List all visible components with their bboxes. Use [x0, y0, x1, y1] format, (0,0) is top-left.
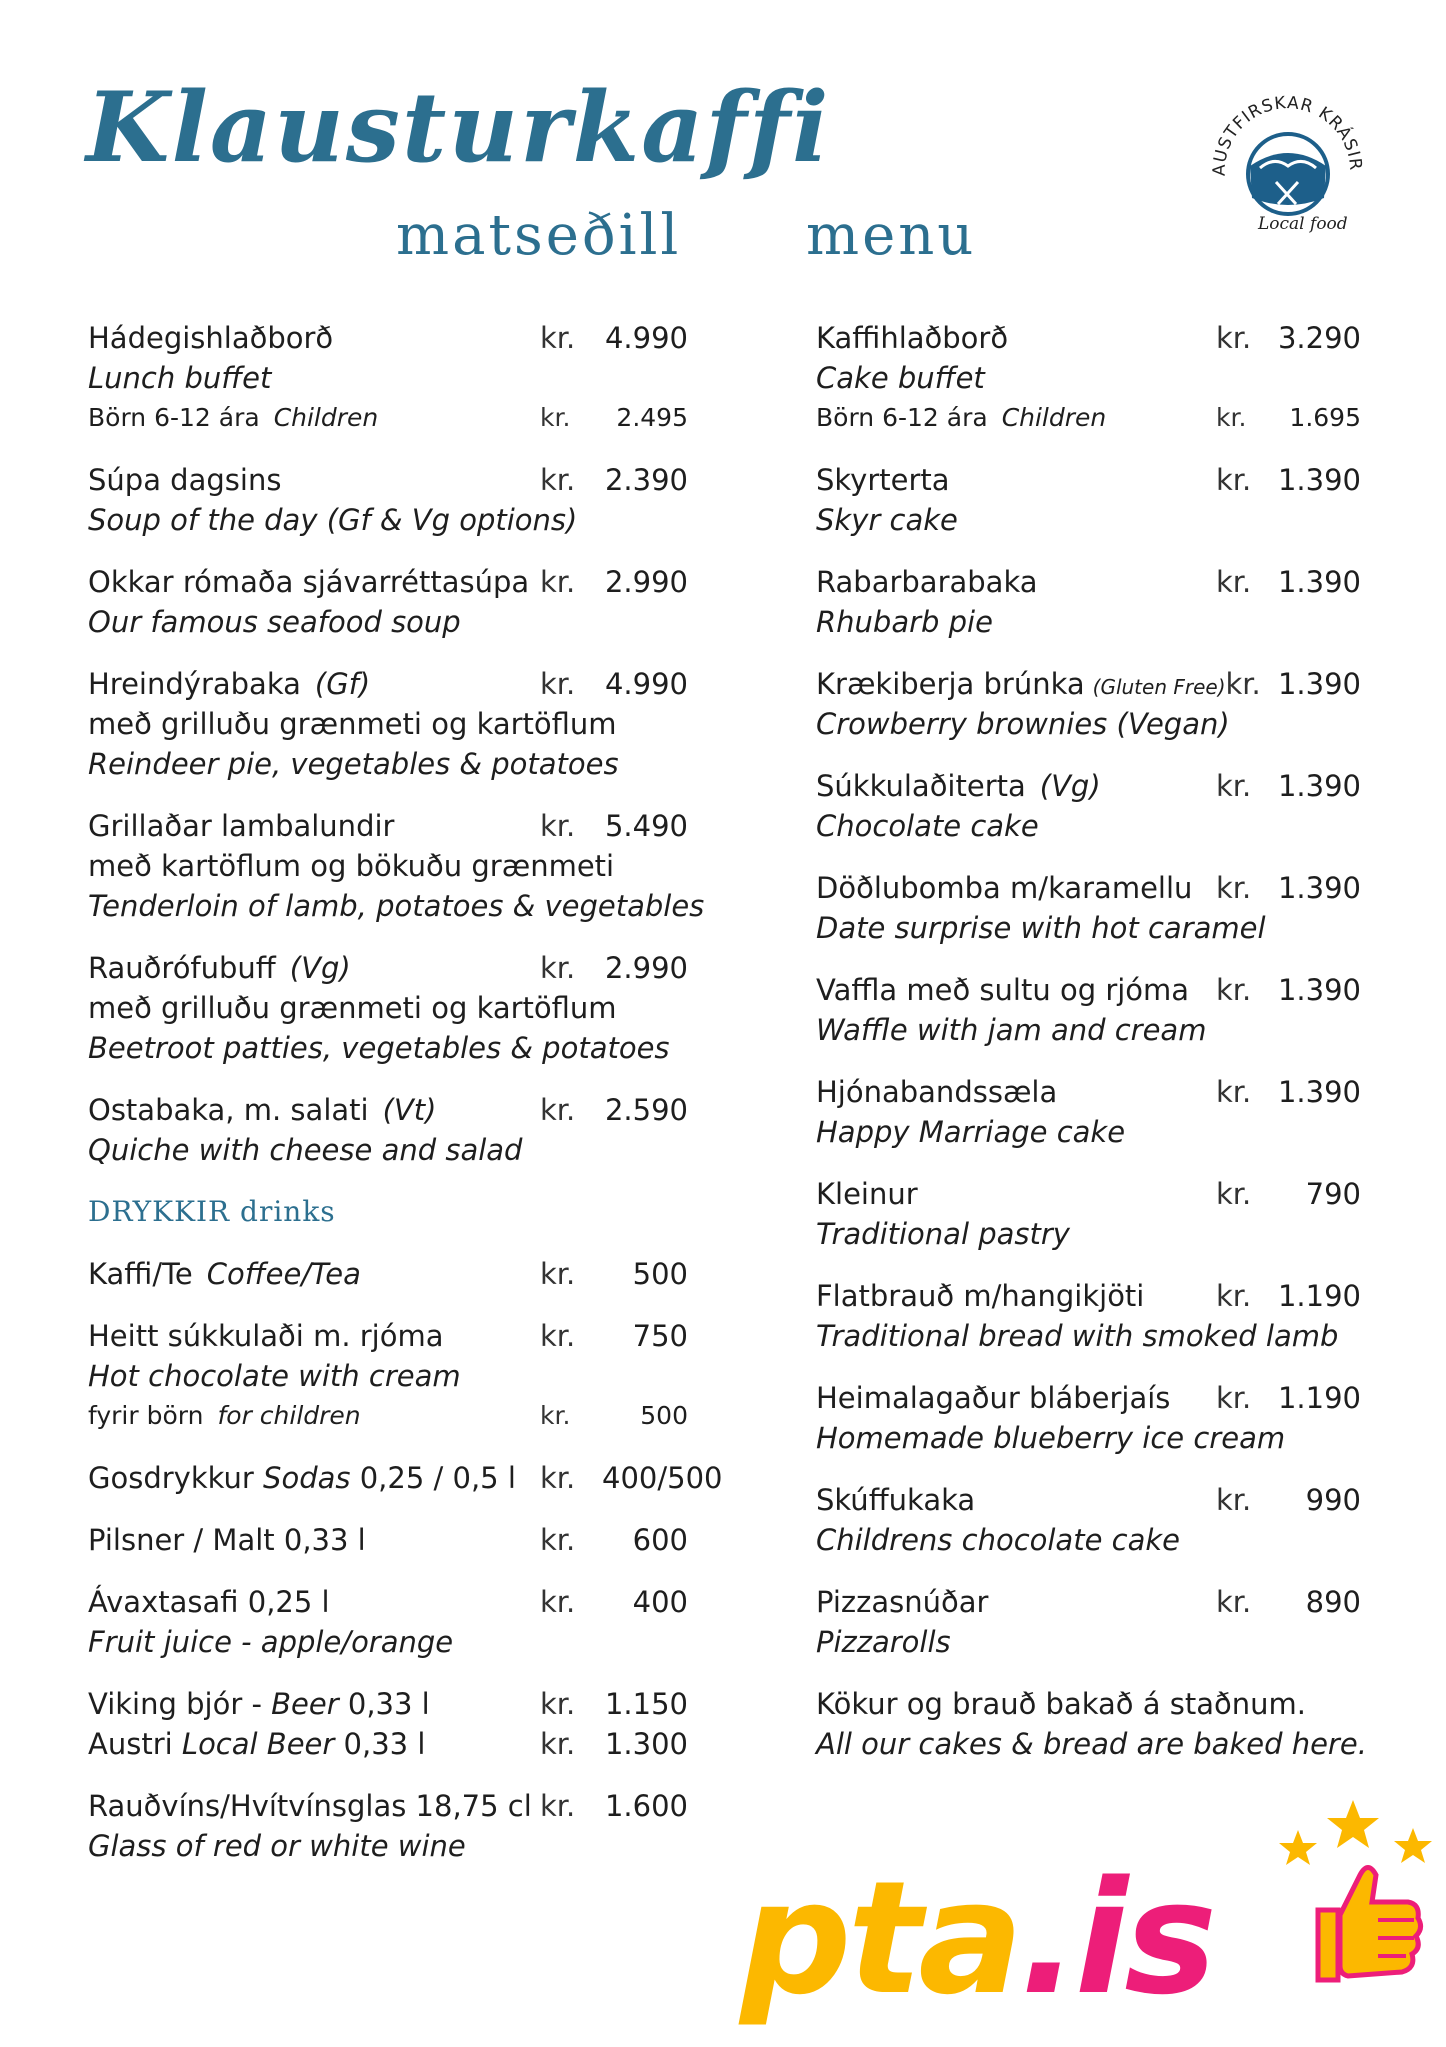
item-price: 1.390 — [1277, 565, 1361, 599]
currency: kr. — [540, 1523, 576, 1557]
item-name: Súpa dagsins — [88, 463, 282, 497]
currency: kr. — [1216, 1483, 1252, 1517]
currency: kr. — [1216, 403, 1247, 432]
pta-watermark — [740, 1790, 1440, 2040]
item-name: Vaffla með sultu og rjóma — [816, 973, 1190, 1007]
item-price: 2.990 — [604, 951, 688, 985]
children-price: 1.695 — [1289, 403, 1361, 432]
item-english: Skyr cake — [816, 503, 958, 537]
item-price: 2.590 — [604, 1093, 688, 1127]
item-name: Ávaxtasafi 0,25 l — [88, 1585, 330, 1619]
item-name: Rabarbarabaka — [816, 565, 1038, 599]
item-english: Rhubarb pie — [816, 605, 993, 639]
item-price: 890 — [1305, 1585, 1361, 1619]
menu-item-pizzarolls — [816, 1582, 1361, 1662]
children-label: Börn 6-12 ára — [816, 403, 988, 432]
item-name: Súkkulaðiterta — [816, 769, 1026, 803]
currency: kr. — [1216, 1279, 1252, 1313]
menu-item-cake-buffet — [816, 318, 1361, 438]
item-price: 600 — [632, 1523, 688, 1557]
menu-item-skuffukaka — [816, 1480, 1361, 1560]
menu-item-lamb — [88, 806, 705, 926]
item-name: Kaffihlaðborð — [816, 321, 1009, 355]
menu-title-icelandic: matseðill — [396, 203, 682, 268]
currency: kr. — [1216, 1585, 1252, 1619]
children-price: 2.495 — [616, 403, 688, 432]
menu-item-blueberry-ice-cream — [816, 1378, 1361, 1458]
item-price: 1.190 — [1277, 1279, 1361, 1313]
item-english: Reindeer pie, vegetables & potatoes — [88, 747, 619, 781]
currency: kr. — [540, 1789, 576, 1823]
item-name: Heimalagaður bláberjaís — [816, 1381, 1171, 1415]
item-size: 0,33 l — [338, 1687, 430, 1721]
item-english: Lunch buffet — [88, 361, 272, 395]
currency: kr. — [1216, 973, 1252, 1007]
children-label-en: Children — [1001, 403, 1107, 432]
item-english: Fruit juice - apple/orange — [88, 1625, 454, 1659]
item-english: Date surprise with hot caramel — [816, 911, 1266, 945]
item-english: Chocolate cake — [816, 809, 1039, 843]
item-english: Waffle with jam and cream — [816, 1013, 1207, 1047]
menu-item-quiche — [88, 1090, 688, 1170]
currency: kr. — [540, 1585, 576, 1619]
menu-item-rhubarb-pie — [816, 562, 1361, 642]
item-price: 990 — [1305, 1483, 1361, 1517]
item-english: Homemade blueberry ice cream — [816, 1421, 1286, 1455]
item-english: Sodas — [263, 1461, 351, 1495]
children-label-en: Children — [273, 403, 379, 432]
item-english: Traditional bread with smoked lamb — [816, 1319, 1339, 1353]
item-price: 1.390 — [1277, 871, 1361, 905]
drink-pilsner — [88, 1520, 688, 1560]
item-price: 4.990 — [604, 667, 688, 701]
item-name: Pilsner / Malt 0,33 l — [88, 1523, 366, 1557]
bakery-note-en: All our cakes & bread are baked here. — [816, 1727, 1367, 1761]
item-english: Quiche with cheese and salad — [88, 1133, 523, 1167]
item-english: Pizzarolls — [816, 1625, 951, 1659]
menu-item-beetroot — [88, 948, 688, 1068]
menu-item-crowberry-brownies — [816, 664, 1361, 744]
thumbs-up-icon — [1268, 1790, 1438, 1990]
currency: kr. — [1216, 1075, 1252, 1109]
currency: kr. — [1216, 769, 1252, 803]
item-english: Our famous seafood soup — [88, 605, 461, 639]
drink-coffee — [88, 1254, 688, 1294]
item-name: Hreindýrabaka — [88, 667, 301, 701]
currency: kr. — [540, 1093, 576, 1127]
menu-item-date-surprise — [816, 868, 1361, 948]
item-name: Hjónabandssæla — [816, 1075, 1058, 1109]
item-name: Rauðvíns/Hvítvínsglas 18,75 cl — [88, 1789, 532, 1823]
item-english: Happy Marriage cake — [816, 1115, 1126, 1149]
currency: kr. — [540, 1727, 576, 1761]
item-name: Flatbrauð m/hangikjöti — [816, 1279, 1145, 1313]
menu-item-soup — [88, 460, 688, 540]
diet-tag: (Gluten Free) — [1092, 675, 1226, 699]
currency: kr. — [540, 1687, 576, 1721]
watermark-text: pta — [740, 1847, 1020, 2029]
item-price: 500 — [632, 1257, 688, 1291]
item-price: 1.390 — [1277, 769, 1361, 803]
item-english: Coffee/Tea — [206, 1257, 361, 1291]
logo-text-bottom: Local food — [1258, 214, 1348, 234]
currency: kr. — [1216, 1177, 1252, 1211]
item-name: Ostabaka, m. salati — [88, 1093, 369, 1127]
item-price: 1.300 — [604, 1727, 688, 1761]
item-description: með grilluðu grænmeti og kartöflum — [88, 991, 617, 1025]
currency: kr. — [540, 951, 576, 985]
item-english: Local Beer — [181, 1727, 335, 1761]
currency: kr. — [1216, 871, 1252, 905]
item-name: Kaffi/Te — [88, 1257, 193, 1291]
item-price: 2.990 — [604, 565, 688, 599]
kids-label: fyrir börn — [88, 1401, 204, 1430]
currency: kr. — [540, 1401, 571, 1430]
item-name: Grillaðar lambalundir — [88, 809, 395, 843]
item-english: Glass of red or white wine — [88, 1829, 466, 1863]
item-english: Tenderloin of lamb, potatoes & vegetables — [88, 889, 705, 923]
item-price: 750 — [632, 1319, 688, 1353]
currency: kr. — [540, 1319, 576, 1353]
local-food-logo — [1200, 86, 1370, 236]
diet-tag: (Vt) — [382, 1093, 437, 1127]
diet-tag: (Gf) — [314, 667, 371, 701]
menu-item-flatbread — [816, 1276, 1361, 1356]
item-price: 400/500 — [602, 1461, 723, 1495]
item-price: 790 — [1305, 1177, 1361, 1211]
drink-wine — [88, 1786, 688, 1866]
menu-item-reindeer-pie — [88, 664, 688, 784]
item-name: Viking bjór - — [88, 1687, 272, 1721]
item-english: Crowberry brownies (Vegan) — [816, 707, 1230, 741]
item-price: 1.390 — [1277, 667, 1361, 701]
item-price: 5.490 — [604, 809, 688, 843]
item-name: Pizzasnúðar — [816, 1585, 989, 1619]
diet-tag: (Vg) — [289, 951, 351, 985]
drink-sodas — [88, 1458, 723, 1498]
item-price: 1.390 — [1277, 463, 1361, 497]
item-price: 4.990 — [604, 321, 688, 355]
currency: kr. — [540, 809, 576, 843]
currency: kr. — [540, 1461, 576, 1495]
kids-label-en: for children — [217, 1401, 361, 1430]
item-price: 1.150 — [604, 1687, 688, 1721]
currency: kr. — [1216, 321, 1252, 355]
item-description: með grilluðu grænmeti og kartöflum — [88, 707, 617, 741]
bakery-note — [816, 1684, 1367, 1764]
drink-juice — [88, 1582, 688, 1662]
item-english: Beetroot patties, vegetables & potatoes — [88, 1031, 670, 1065]
currency: kr. — [540, 321, 576, 355]
menu-item-lunch-buffet — [88, 318, 688, 438]
item-name: Austri — [88, 1727, 182, 1761]
item-name: Rauðrófubuff — [88, 951, 276, 985]
logo-text-top: AUSTFIRSKAR KRÁSIR — [1209, 93, 1366, 177]
item-english: Traditional pastry — [816, 1217, 1070, 1251]
currency: kr. — [540, 667, 576, 701]
item-english: Hot chocolate with cream — [88, 1359, 461, 1393]
currency: kr. — [540, 1257, 576, 1291]
item-size: 0,33 l — [334, 1727, 426, 1761]
item-name: Skúffukaka — [816, 1483, 976, 1517]
currency: kr. — [1216, 463, 1252, 497]
menu-title-english: menu — [806, 203, 977, 268]
item-price: 400 — [632, 1585, 688, 1619]
currency: kr. — [1216, 565, 1252, 599]
item-name: Krækiberja brúnka — [816, 667, 1085, 701]
item-price: 2.390 — [604, 463, 688, 497]
item-price: 1.190 — [1277, 1381, 1361, 1415]
bakery-note-is: Kökur og brauð bakað á staðnum. — [816, 1687, 1306, 1721]
item-price: 3.290 — [1277, 321, 1361, 355]
menu-column-left — [88, 318, 723, 1888]
menu-item-seafood-soup — [88, 562, 688, 642]
drinks-heading: DRYKKIR drinks — [88, 1195, 336, 1228]
kids-price: 500 — [640, 1401, 688, 1430]
menu-item-chocolate-cake — [816, 766, 1361, 846]
item-english: Childrens chocolate cake — [816, 1523, 1180, 1557]
item-name: Okkar rómaða sjávarréttasúpa — [88, 565, 530, 599]
item-description: með kartöflum og bökuðu grænmeti — [88, 849, 615, 883]
currency: kr. — [1225, 667, 1261, 701]
item-name: Skyrterta — [816, 463, 950, 497]
menu-item-happy-marriage — [816, 1072, 1361, 1152]
diet-tag: (Vg) — [1039, 769, 1101, 803]
item-name: Hádegishlaðborð — [88, 321, 334, 355]
children-label: Börn 6-12 ára — [88, 403, 260, 432]
menu-item-kleinur — [816, 1174, 1361, 1254]
item-english: Soup of the day (Gf & Vg options) — [88, 503, 578, 537]
item-name: Heitt súkkulaði m. rjóma — [88, 1319, 444, 1353]
menu-item-waffle — [816, 970, 1361, 1050]
item-name: Gosdrykkur — [88, 1461, 254, 1495]
item-size: 0,25 / 0,5 l — [359, 1461, 516, 1495]
item-name: Kleinur — [816, 1177, 918, 1211]
item-name: Döðlubomba m/karamellu — [816, 871, 1193, 905]
restaurant-name: Klausturkaffi — [86, 71, 831, 184]
item-english: Cake buffet — [816, 361, 985, 395]
currency: kr. — [540, 463, 576, 497]
currency: kr. — [540, 403, 571, 432]
drink-beers — [88, 1684, 688, 1764]
menu-column-right — [816, 318, 1367, 1786]
drink-hot-chocolate — [88, 1316, 688, 1436]
item-price: 1.390 — [1277, 973, 1361, 1007]
item-english: Beer — [271, 1687, 339, 1721]
currency: kr. — [1216, 1381, 1252, 1415]
item-price: 1.600 — [604, 1789, 688, 1823]
currency: kr. — [540, 565, 576, 599]
menu-item-skyr-cake — [816, 460, 1361, 540]
item-price: 1.390 — [1277, 1075, 1361, 1109]
watermark-domain: .is — [1019, 1847, 1214, 2029]
